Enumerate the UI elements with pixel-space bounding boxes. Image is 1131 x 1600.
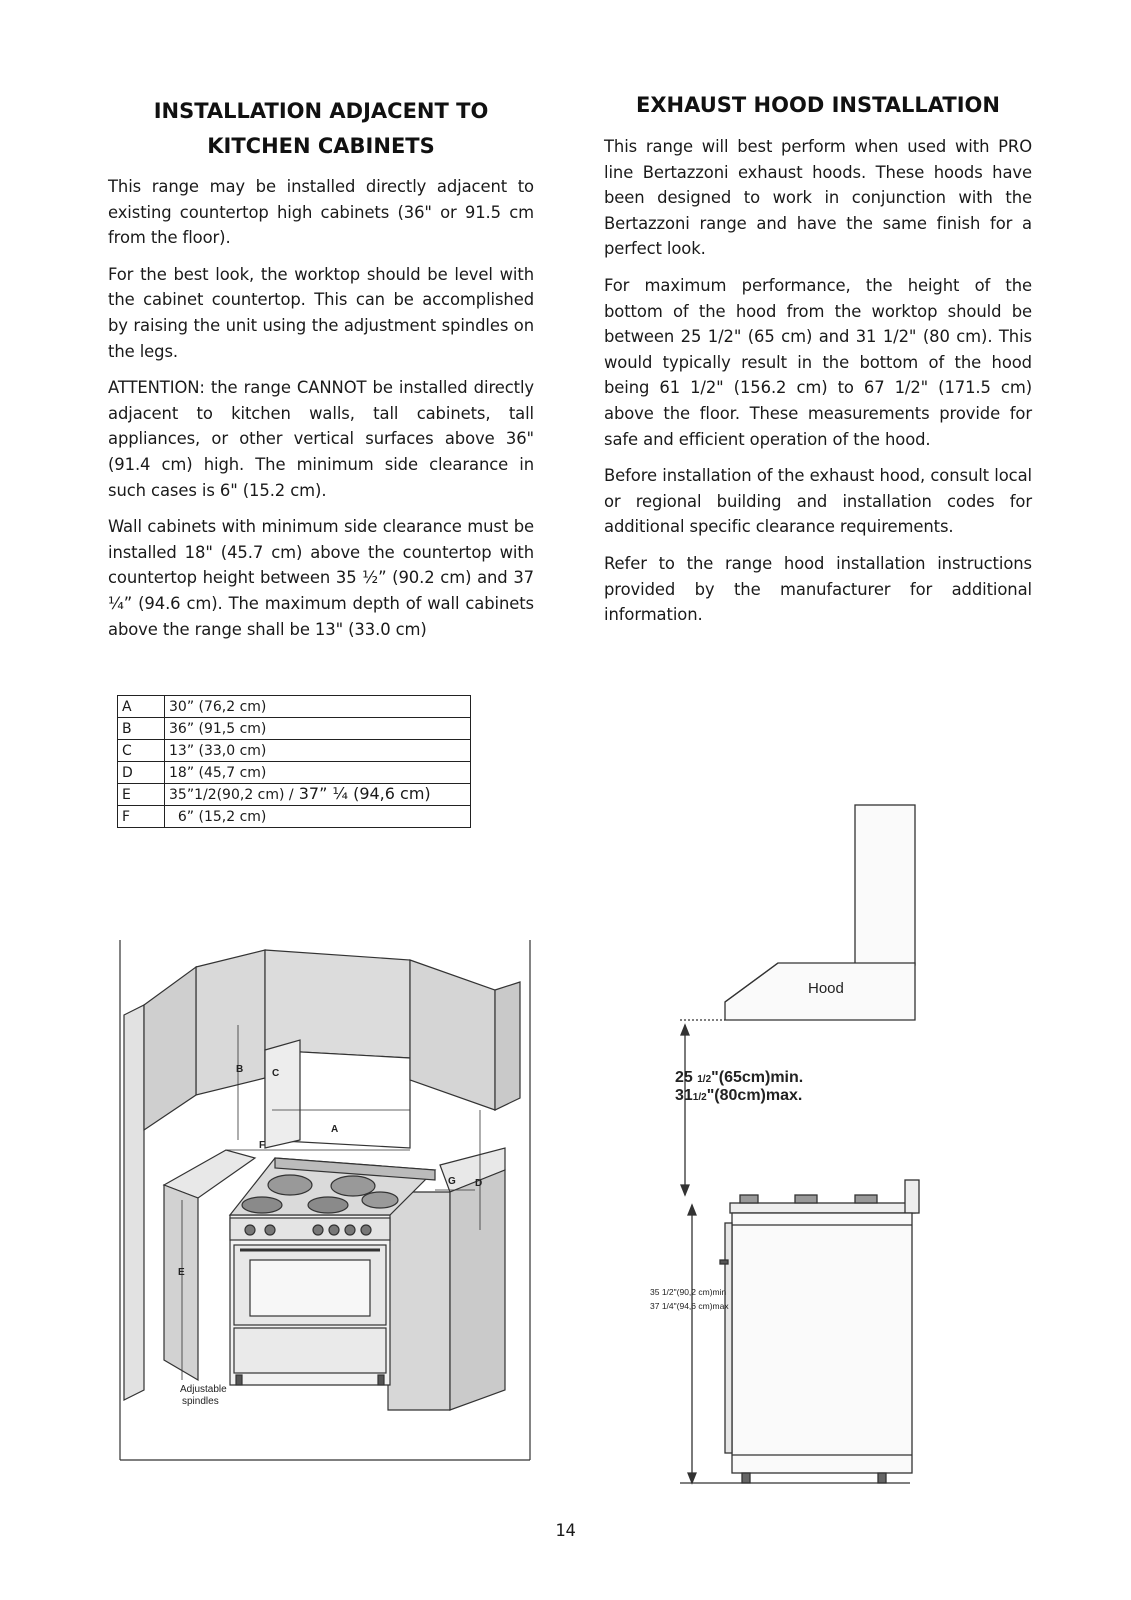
- paragraph: Wall cabinets with minimum side clearance must be installed 18" (45.7 cm) above the countertop with countertop height between 35 ½” (90.2 cm) and 37 ¼” (94.6 cm). The maximum depth of wall cabinets above the range shall be 13" (33.0 cm): [108, 517, 534, 639]
- label-d: D: [475, 1178, 483, 1189]
- left-paragraphs: [108, 174, 534, 653]
- label-f: F: [259, 1140, 266, 1151]
- dimension-key: C: [118, 740, 165, 762]
- dimension-key: B: [118, 718, 165, 740]
- hood-label: Hood: [808, 980, 844, 997]
- dimensions-table: [117, 695, 471, 828]
- floor-height-min: 35 1/2"(90,2 cm)min: [650, 1287, 727, 1297]
- dimension-key: D: [118, 762, 165, 784]
- table-row: [118, 740, 471, 762]
- label-g: G: [448, 1176, 456, 1187]
- dimension-value: 18” (45,7 cm): [165, 762, 471, 784]
- hood-height-min: [675, 1069, 803, 1086]
- label-a: A: [331, 1124, 339, 1135]
- hood-height-max-part: 1/2: [692, 1092, 707, 1103]
- dimension-key: A: [118, 696, 165, 718]
- paragraph: For maximum performance, the height of the bottom of the hood from the worktop should be between 25 1/2" (65 cm) and 31 1/2" (80 cm). This would typically result in the bottom of the hood being 61 1/2" (156.2 cm) to 67 1/2" (171.5 cm) above the floor. These measurements provide for safe and efficient operation of the hood.: [604, 275, 1032, 449]
- hood-height-min-part: 1/2: [697, 1074, 712, 1085]
- hood-installation-diagram: [650, 795, 980, 1495]
- page-number: 14: [555, 1521, 576, 1541]
- paragraph-attention: ATTENTION: the range CANNOT be installed directly adjacent to kitchen walls, tall cabinets, tall appliances, or other vertical surfaces above 36" (91.4 cm) high. The minimum side clearance in such cases is 6" (15.2 cm).: [108, 378, 534, 500]
- paragraph: For the best look, the worktop should be level with the cabinet countertop. This can be accomplished by raising the unit using the adjustment spindles on the legs.: [108, 264, 534, 361]
- table-row: [118, 696, 471, 718]
- paragraph: This range may be installed directly adjacent to existing countertop high cabinets (36" or 91.5 cm from the floor).: [108, 177, 534, 248]
- hood-height-max-part: 31: [675, 1087, 693, 1104]
- dimension-value-part: 37” ¼ (94,6 cm): [293, 784, 431, 803]
- spindles-label: spindles: [182, 1396, 219, 1407]
- label-c: C: [272, 1068, 280, 1079]
- right-paragraphs: [604, 134, 1032, 639]
- floor-height-max: 37 1/4"(94,6 cm)max: [650, 1301, 729, 1311]
- cabinet-installation-diagram: [110, 930, 540, 1470]
- table-row: [118, 718, 471, 740]
- paragraph: Before installation of the exhaust hood, consult local or regional building and installation codes for additional specific clearance requirements.: [604, 466, 1032, 537]
- label-b: B: [236, 1064, 244, 1075]
- dimension-value: 36” (91,5 cm): [165, 718, 471, 740]
- dimension-value: 13” (33,0 cm): [165, 740, 471, 762]
- hood-height-min-part: "(65cm)min.: [711, 1069, 804, 1086]
- section-heading-cabinets: INSTALLATION ADJACENT TO KITCHEN CABINETS: [153, 99, 489, 158]
- dimension-key: F: [118, 806, 165, 828]
- hood-height-max: [675, 1087, 802, 1104]
- dimension-value-part: 35”1/2(90,2 cm) /: [169, 787, 294, 803]
- table-row: [118, 784, 471, 806]
- hood-height-max-part: "(80cm)max.: [706, 1087, 803, 1104]
- dimension-value: [165, 784, 471, 806]
- paragraph: Refer to the range hood installation instructions provided by the manufacturer for additional information.: [604, 553, 1032, 625]
- section-heading-hood: EXHAUST HOOD INSTALLATION: [636, 93, 1000, 117]
- spindles-label: Adjustable: [180, 1384, 227, 1395]
- table-row: [118, 806, 471, 828]
- label-e: E: [178, 1267, 185, 1278]
- table-row: [118, 762, 471, 784]
- dimension-key: E: [118, 784, 165, 806]
- dimension-value: 30” (76,2 cm): [165, 696, 471, 718]
- paragraph: This range will best perform when used with PRO line Bertazzoni exhaust hoods. These hoods have been designed to work in conjunction with the Bertazzoni range and have the same finish for a perfect look.: [604, 137, 1032, 259]
- hood-height-min-part: 25: [675, 1069, 698, 1086]
- dimension-value: 6” (15,2 cm): [165, 806, 471, 828]
